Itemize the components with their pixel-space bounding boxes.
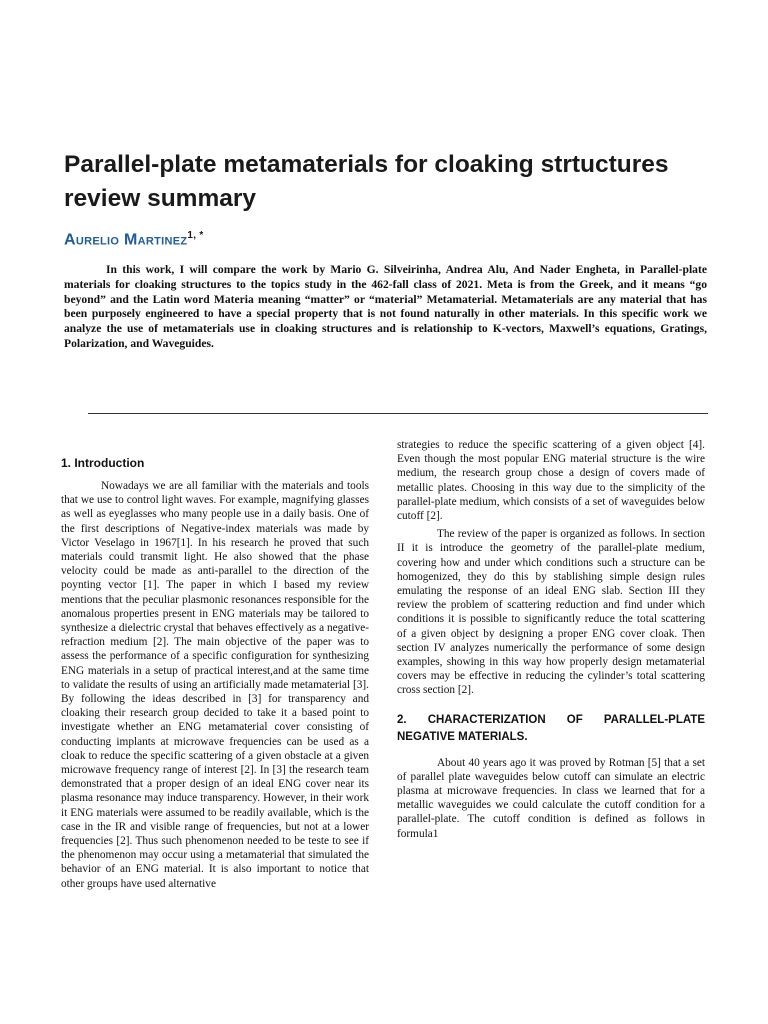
characterization-heading: 2. CHARACTERIZATION OF PARALLEL-PLATE NEGATIVE MATERIALS.	[397, 713, 705, 743]
right-column	[397, 438, 705, 841]
intro-heading: 1. Introduction	[61, 456, 145, 470]
paper-title: Parallel-plate metamaterials for cloaking strtuctures review summary	[64, 151, 669, 212]
left-column	[61, 455, 369, 891]
author-name: Aurelio Martinez	[64, 231, 188, 249]
intro-paragraph: Nowadays we are all familiar with the materials and tools that we use to control light waves. For example, magnifying glasses as well as eyeglasses who many people use in a daily basis. One of the first descriptions of Negative-index materials was made by Victor Veselago in 1967[1]. In his research he proved that such materials could transmit light. He also showed that the phase velocity could be made as anti-parallel to the direction of the poynting vector [1]. The paper in which I based my review mentions that the peculiar plasmonic resonances responsible for the anomalous properties present in ENG materials may be tailored to synthesize a dielectric crystal that behaves effectively as a negative-refraction medium [2]. The main objective of the paper was to assess the performance of a specific configuration for synthesizing ENG materials in a setup of practical interest,and at the same time to validate the results of using an artificially made metamaterial [3]. By following the ideas described in [3] for transparency and cloaking their research group decided to take it a based point to investigate whether an ENG metamaterial cover consisting of conducting implants at microwave frequencies can be used as a cloak to reduce the specific scattering of a given obstacle at a given microwave frequency range of interest [2]. In [3] the research team demonstrated that a proper design of an ideal ENG cover near its plasma resonance may induce transparency. However, in their work it ENG materials were assumed to be readily available, which is the case in the IR and visible range of frequencies, but not at a lower frequencies [2]. Thus such phenomenon needed to be teste to see if the phenomenon may occur using a metamaterial that simulated the behavior of an ENG material. It is also important to notice that other groups have used alternative	[61, 480, 369, 890]
author-line	[64, 230, 204, 249]
abstract: In this work, I will compare the work by Mario G. Silveirinha, Andrea Alu, And Nader Engheta, in Parallel-plate materials for cloaking structures to the topics study in the 462-fall class of 2021. Meta is from the Greek, and it means “go beyond” and the Latin word Materia meaning “matter” or “material” Metamaterial. Metamaterials are any material that has been purposely engineered to have a special property that is not found naturally in other materials. In this specific work we analyze the use of metamaterials use in cloaking structures and is relationship to K-vectors, Maxwell’s equations, Gratings, Polarization, and Waveguides.	[64, 263, 707, 350]
intro-continuation-paragraph: strategies to reduce the specific scattering of a given object [4]. Even though the most popular ENG material structure is the wire medium, the research group chose a design of covers made of metallic plates. Choosing in this way due to the simplicity of the parallel-plate medium, which consists of a set of waveguides below cutoff [2].	[397, 439, 705, 523]
characterization-paragraph: About 40 years ago it was proved by Rotman [5] that a set of parallel plate waveguides below cutoff can simulate an electric plasma at microwave frequencies. In class we learned that for a metallic waveguides we could calculate the cutoff condition for a parallel-plate. The cutoff condition is defined as follows in formula1	[397, 756, 705, 840]
author-affiliation-marker: 1, *	[187, 230, 204, 241]
organization-paragraph: The review of the paper is organized as follows. In section II it is introduce the geometry of the parallel-plate medium, covering how and under which conditions such a structure can be homogenized, they do this by stablishing simple design rules emulating the response of an ideal ENG slab. Section III they review the problem of scattering reduction and find under which conditions it is possible to significantly reduce the total scattering of a given object by designing a proper ENG cover cloak. Then section IV analyzes numerically the performance of some design examples, showing in this way how properly design metamaterial covers may be effective in reducing the cylinder’s total scattering cross section [2].	[397, 528, 705, 697]
section-divider	[88, 413, 708, 414]
